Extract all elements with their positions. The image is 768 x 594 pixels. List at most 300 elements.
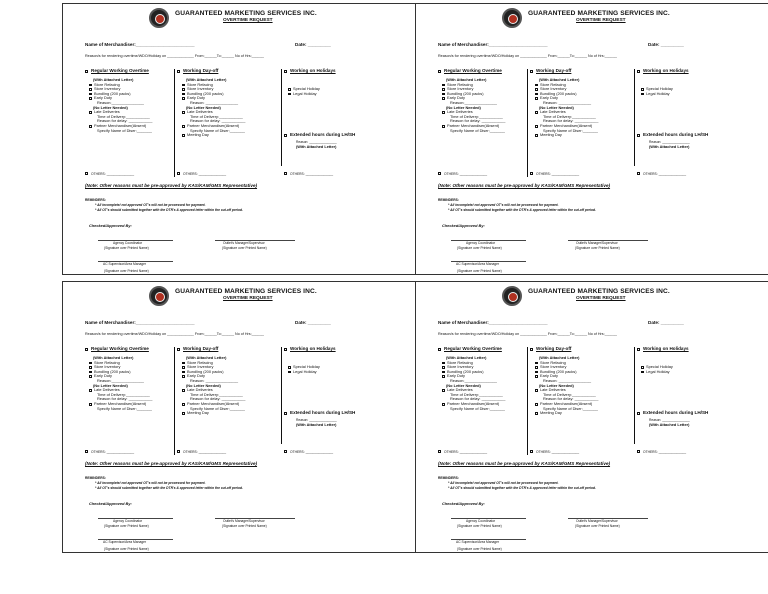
option-label: (No Letter Needed) xyxy=(539,104,574,110)
pre-approval-note: (Note: Other reasons must be pre-approved by KAS/KAM/GMS Representative) xyxy=(438,183,611,188)
column-divider xyxy=(174,69,175,177)
company-name: GUARANTEED MARKETING SERVICES INC. xyxy=(528,10,670,17)
option-label: Early Duty xyxy=(94,95,112,101)
option-label[interactable]: Reason: _______________ xyxy=(543,99,592,105)
option-checkbox[interactable] xyxy=(288,366,291,369)
others-checkbox-holiday[interactable] xyxy=(637,450,640,453)
option-label: Store Inventory xyxy=(540,364,567,370)
others-field-dayoff[interactable]: OTHERS: _______________ xyxy=(183,172,227,176)
dayoff-options xyxy=(535,356,631,416)
option-checkbox[interactable] xyxy=(182,362,185,365)
reason-line[interactable]: Reason/s for rendering overtime/WDO/Holiday on _____________ From:______To:______ No of Hrs:______ xyxy=(85,54,264,58)
pre-approval-note: (Note: Other reasons must be pre-approved by KAS/KAM/GMS Representative) xyxy=(85,183,258,188)
option-label[interactable]: Reason for delay: ___________ xyxy=(97,396,153,402)
option-label: Early Duty xyxy=(540,95,558,101)
others-checkbox-holiday[interactable] xyxy=(284,450,287,453)
others-field-regular[interactable]: OTHERS: _______________ xyxy=(91,172,135,176)
option-label: Store Inventory xyxy=(94,364,121,370)
option-label[interactable]: Specify Name of Diser:_______ xyxy=(450,405,505,411)
agency-coordinator-title: Agency Coordinator xyxy=(113,241,143,245)
option-label: Late Deliveries xyxy=(94,109,120,115)
option-label: (With Attached Letter) xyxy=(186,355,227,360)
option-label[interactable]: Specify Name of Diser:_______ xyxy=(190,405,245,411)
outlet-manager-title: Outlet's Manager/Supervisor xyxy=(576,241,618,245)
option-label: Store Refacing xyxy=(447,359,473,365)
form-title: OVERTIME REQUEST xyxy=(576,296,626,301)
reminder-line: * All incomplete/ not approved OT's will not be processed for payment. xyxy=(95,481,206,485)
form-title: OVERTIME REQUEST xyxy=(576,18,626,23)
option-checkbox[interactable] xyxy=(182,366,185,369)
regular-ot-checkbox[interactable] xyxy=(438,70,441,73)
option-checkbox[interactable] xyxy=(182,84,185,87)
option-label: Store Inventory xyxy=(447,364,474,370)
option-label[interactable]: Specify Name of Diser:_______ xyxy=(97,405,152,411)
others-checkbox-dayoff[interactable] xyxy=(530,172,533,175)
regular-ot-options xyxy=(89,356,173,411)
option-checkbox[interactable] xyxy=(535,134,538,137)
option-checkbox[interactable] xyxy=(442,371,445,374)
extended-hours-checkbox[interactable] xyxy=(284,134,287,137)
dayoff-options xyxy=(182,356,278,416)
others-field-regular[interactable]: OTHERS: _______________ xyxy=(444,172,488,176)
option-label[interactable]: Reason: _______________ xyxy=(190,99,239,105)
column-divider xyxy=(634,347,635,444)
extended-note: (With Attached Letter) xyxy=(296,422,337,427)
option-label: Bundling (200 packs) xyxy=(540,90,577,96)
option-label[interactable]: Specify Name of Diser:_______ xyxy=(543,405,598,411)
option-row xyxy=(442,407,526,412)
option-checkbox[interactable] xyxy=(535,88,538,91)
option-checkbox[interactable] xyxy=(182,403,185,406)
option-label[interactable]: Reason for delay: ___________ xyxy=(97,118,153,124)
option-row[interactable] xyxy=(535,133,631,138)
option-label: (No Letter Needed) xyxy=(539,382,574,388)
option-checkbox[interactable] xyxy=(535,403,538,406)
merchandiser-name-field[interactable]: Name of Merchandiser:_______________________ xyxy=(438,320,548,325)
option-checkbox[interactable] xyxy=(442,375,445,378)
holiday-options xyxy=(288,87,388,96)
printed-name-caption: (Signature over Printed Name) xyxy=(222,246,267,250)
date-field[interactable]: Date: _________ xyxy=(295,42,331,47)
extended-hours-checkbox[interactable] xyxy=(284,412,287,415)
option-checkbox[interactable] xyxy=(89,389,92,392)
printed-name-caption: (Signature over Printed Name) xyxy=(104,269,149,273)
option-label: Store Refacing xyxy=(94,359,120,365)
option-label: Store Inventory xyxy=(187,364,214,370)
option-checkbox[interactable] xyxy=(89,88,92,91)
regular-ot-label: Regular Working Overtime xyxy=(91,346,149,351)
reminders-title: REMINDERS: xyxy=(85,198,106,202)
option-checkbox[interactable] xyxy=(182,97,185,100)
printed-name-caption: (Signature over Printed Name) xyxy=(575,524,620,528)
option-label[interactable]: Reason for delay: ___________ xyxy=(190,396,246,402)
reminder-line: * All incomplete/ not approved OT's will not be processed for payment. xyxy=(448,481,559,485)
holiday-label: Working on Holidays xyxy=(643,68,689,73)
option-checkbox[interactable] xyxy=(535,84,538,87)
dayoff-checkbox[interactable] xyxy=(530,348,533,351)
reminders-title: REMINDERS: xyxy=(438,198,459,202)
option-checkbox[interactable] xyxy=(182,93,185,96)
others-checkbox-holiday[interactable] xyxy=(637,172,640,175)
option-checkbox[interactable] xyxy=(89,362,92,365)
option-row[interactable] xyxy=(288,92,388,97)
form-title: OVERTIME REQUEST xyxy=(223,18,273,23)
reason-line[interactable]: Reason/s for rendering overtime/WDO/Holiday on _____________ From:______To:______ No of Hrs:______ xyxy=(438,332,617,336)
option-checkbox[interactable] xyxy=(442,366,445,369)
option-row xyxy=(89,129,173,134)
column-divider xyxy=(174,347,175,455)
regular-ot-checkbox[interactable] xyxy=(438,348,441,351)
reminders-title: REMINDERS: xyxy=(85,476,106,480)
option-row[interactable] xyxy=(641,92,741,97)
option-label: Early Duty xyxy=(540,373,558,379)
others-checkbox-dayoff[interactable] xyxy=(177,172,180,175)
option-checkbox[interactable] xyxy=(182,134,185,137)
option-label: Early Duty xyxy=(187,373,205,379)
others-checkbox-dayoff[interactable] xyxy=(530,450,533,453)
column-divider xyxy=(281,347,282,444)
option-label: Late Deliveries xyxy=(447,109,473,115)
extended-reason-field[interactable]: Reason: _______________ xyxy=(649,140,690,144)
others-checkbox-regular[interactable] xyxy=(85,172,88,175)
holiday-options xyxy=(288,365,388,374)
option-label[interactable]: Specify Name of Diser:_______ xyxy=(543,127,598,133)
ac-supervisor-title: AC Supervisor/Area Manager xyxy=(456,540,500,544)
company-logo xyxy=(502,8,522,28)
extended-note: (With Attached Letter) xyxy=(649,422,690,427)
option-checkbox[interactable] xyxy=(89,93,92,96)
checked-approved-label: Checked/Approved By: xyxy=(89,501,132,506)
others-field-dayoff[interactable]: OTHERS: _______________ xyxy=(536,172,580,176)
option-label: Bundling (200 packs) xyxy=(447,368,484,374)
option-label: Late Deliveries xyxy=(187,387,213,393)
option-checkbox[interactable] xyxy=(182,88,185,91)
option-label: Store Inventory xyxy=(447,86,474,92)
date-field[interactable]: Date: _________ xyxy=(295,320,331,325)
extended-hours-label: Extended hours during LH/SH xyxy=(643,132,709,137)
printed-name-caption: (Signature over Printed Name) xyxy=(575,246,620,250)
option-label: Store Refacing xyxy=(187,81,213,87)
regular-ot-label: Regular Working Overtime xyxy=(91,68,149,73)
option-label[interactable]: Reason: _______________ xyxy=(543,377,592,383)
extended-hours-checkbox[interactable] xyxy=(637,134,640,137)
option-checkbox[interactable] xyxy=(535,362,538,365)
option-checkbox[interactable] xyxy=(182,375,185,378)
option-checkbox[interactable] xyxy=(89,366,92,369)
option-label: Legal Holiday xyxy=(293,368,317,374)
extended-hours-label: Extended hours during LH/SH xyxy=(290,132,356,137)
option-label[interactable]: Reason:_______________ xyxy=(450,377,497,383)
option-label[interactable]: Time of Delivery:___________ xyxy=(190,113,243,119)
option-label: (With Attached Letter) xyxy=(539,355,580,360)
reason-line[interactable]: Reason/s for rendering overtime/WDO/Holiday on _____________ From:______To:______ No of Hrs:______ xyxy=(85,332,264,336)
option-checkbox[interactable] xyxy=(442,84,445,87)
option-checkbox[interactable] xyxy=(535,93,538,96)
option-label: Store Refacing xyxy=(94,81,120,87)
dayoff-checkbox[interactable] xyxy=(177,348,180,351)
others-field-holiday[interactable]: OTHERS: _______________ xyxy=(643,450,687,454)
overtime-request-form-4 xyxy=(415,281,768,553)
option-label: Meeting Day xyxy=(540,410,562,416)
option-label[interactable]: Time of Delivery:___________ xyxy=(450,391,503,397)
option-label: Early Duty xyxy=(447,95,465,101)
option-label: Meeting Day xyxy=(187,132,209,138)
option-checkbox[interactable] xyxy=(641,366,644,369)
dayoff-options xyxy=(535,78,631,138)
option-checkbox[interactable] xyxy=(535,97,538,100)
others-field-regular[interactable]: OTHERS: _______________ xyxy=(444,450,488,454)
option-checkbox[interactable] xyxy=(89,375,92,378)
option-label: Bundling (200 packs) xyxy=(447,90,484,96)
option-label: Meeting Day xyxy=(187,410,209,416)
column-divider xyxy=(527,347,528,455)
others-checkbox-holiday[interactable] xyxy=(284,172,287,175)
extended-reason-field[interactable]: Reason: _______________ xyxy=(296,418,337,422)
overtime-request-form-2 xyxy=(415,3,768,275)
printed-name-caption: (Signature over Printed Name) xyxy=(104,524,149,528)
option-label[interactable]: Specify Name of Diser:_______ xyxy=(97,127,152,133)
pre-approval-note: (Note: Other reasons must be pre-approved by KAS/KAM/GMS Representative) xyxy=(438,461,611,466)
option-label: (With Attached Letter) xyxy=(446,355,487,360)
option-checkbox[interactable] xyxy=(442,111,445,114)
company-logo xyxy=(149,286,169,306)
holiday-checkbox[interactable] xyxy=(284,70,287,73)
option-label[interactable]: Time of Delivery:___________ xyxy=(97,113,150,119)
option-label: Meeting Day xyxy=(540,132,562,138)
overtime-request-form-3 xyxy=(62,281,416,553)
printed-name-caption: (Signature over Printed Name) xyxy=(104,547,149,551)
option-label: Early Duty xyxy=(94,373,112,379)
regular-ot-checkbox[interactable] xyxy=(85,70,88,73)
option-label: Partner Merchandiser(Absent) xyxy=(540,122,593,128)
extended-hours-label: Extended hours during LH/SH xyxy=(643,410,709,415)
option-label[interactable]: Time of Delivery:___________ xyxy=(543,113,596,119)
reminder-line: * All OT's should submitted together with the DTR's & approved letter within the cut-off period. xyxy=(448,486,596,490)
option-label: Late Deliveries xyxy=(187,109,213,115)
option-checkbox[interactable] xyxy=(535,389,538,392)
date-field[interactable]: Date: _________ xyxy=(648,42,684,47)
option-checkbox[interactable] xyxy=(535,375,538,378)
option-label: Legal Holiday xyxy=(293,90,317,96)
option-label[interactable]: Reason: _______________ xyxy=(190,377,239,383)
option-checkbox[interactable] xyxy=(288,371,291,374)
dayoff-options xyxy=(182,78,278,138)
dayoff-label: Working Day-off xyxy=(183,346,219,351)
option-checkbox[interactable] xyxy=(442,97,445,100)
reminder-line: * All OT's should submitted together with the DTR's & approved letter within the cut-off period. xyxy=(95,208,243,212)
others-checkbox-regular[interactable] xyxy=(438,450,441,453)
option-row[interactable] xyxy=(182,133,278,138)
option-label[interactable]: Reason:_______________ xyxy=(97,377,144,383)
reminder-line: * All incomplete/ not approved OT's will not be processed for payment. xyxy=(95,203,206,207)
option-label: (With Attached Letter) xyxy=(539,77,580,82)
option-checkbox[interactable] xyxy=(535,111,538,114)
option-label: Special Holiday xyxy=(293,86,320,91)
option-label: (With Attached Letter) xyxy=(93,355,134,360)
option-row[interactable] xyxy=(182,411,278,416)
others-field-dayoff[interactable]: OTHERS: _______________ xyxy=(536,450,580,454)
holiday-checkbox[interactable] xyxy=(637,70,640,73)
option-row xyxy=(89,407,173,412)
reminder-line: * All incomplete/ not approved OT's will not be processed for payment. xyxy=(448,203,559,207)
column-divider xyxy=(634,69,635,166)
option-label[interactable]: Specify Name of Diser:_______ xyxy=(190,127,245,133)
option-checkbox[interactable] xyxy=(288,88,291,91)
option-label: Special Holiday xyxy=(646,364,673,369)
option-label: Late Deliveries xyxy=(540,387,566,393)
extended-note: (With Attached Letter) xyxy=(296,144,337,149)
option-label: Store Inventory xyxy=(94,86,121,92)
holiday-options xyxy=(641,87,741,96)
option-label: Early Duty xyxy=(447,373,465,379)
merchandiser-name-field[interactable]: Name of Merchandiser:_______________________ xyxy=(438,42,548,47)
option-label[interactable]: Reason for delay: ___________ xyxy=(543,118,599,124)
option-checkbox[interactable] xyxy=(182,412,185,415)
merchandiser-name-field[interactable]: Name of Merchandiser:_______________________ xyxy=(85,320,195,325)
option-label: Partner Merchandiser(Absent) xyxy=(187,122,240,128)
date-field[interactable]: Date: _________ xyxy=(648,320,684,325)
dayoff-checkbox[interactable] xyxy=(177,70,180,73)
option-checkbox[interactable] xyxy=(89,125,92,128)
option-checkbox[interactable] xyxy=(442,389,445,392)
option-checkbox[interactable] xyxy=(182,111,185,114)
holiday-label: Working on Holidays xyxy=(290,346,336,351)
others-field-holiday[interactable]: OTHERS: _______________ xyxy=(290,172,334,176)
option-checkbox[interactable] xyxy=(89,111,92,114)
option-label[interactable]: Time of Delivery:___________ xyxy=(450,113,503,119)
regular-ot-label: Regular Working Overtime xyxy=(444,68,502,73)
option-label[interactable]: Reason for delay: ___________ xyxy=(450,396,506,402)
option-label: (No Letter Needed) xyxy=(186,382,221,388)
option-label[interactable]: Time of Delivery:___________ xyxy=(190,391,243,397)
others-field-dayoff[interactable]: OTHERS: _______________ xyxy=(183,450,227,454)
ac-supervisor-title: AC Supervisor/Area Manager xyxy=(456,262,500,266)
option-checkbox[interactable] xyxy=(641,88,644,91)
others-field-holiday[interactable]: OTHERS: _______________ xyxy=(643,172,687,176)
option-label[interactable]: Reason:_______________ xyxy=(450,99,497,105)
option-label: (No Letter Needed) xyxy=(446,104,481,110)
dayoff-label: Working Day-off xyxy=(536,68,572,73)
others-field-holiday[interactable]: OTHERS: _______________ xyxy=(290,450,334,454)
others-field-regular[interactable]: OTHERS: _______________ xyxy=(91,450,135,454)
option-checkbox[interactable] xyxy=(442,125,445,128)
regular-ot-checkbox[interactable] xyxy=(85,348,88,351)
outlet-manager-title: Outlet's Manager/Supervisor xyxy=(576,519,618,523)
option-label: Partner Merchandiser(Absent) xyxy=(187,400,240,406)
option-label: Late Deliveries xyxy=(447,387,473,393)
checked-approved-label: Checked/Approved By: xyxy=(442,501,485,506)
option-checkbox[interactable] xyxy=(182,389,185,392)
others-checkbox-regular[interactable] xyxy=(85,450,88,453)
option-label: Legal Holiday xyxy=(646,90,670,96)
option-checkbox[interactable] xyxy=(535,366,538,369)
option-checkbox[interactable] xyxy=(535,125,538,128)
company-name: GUARANTEED MARKETING SERVICES INC. xyxy=(175,288,317,295)
option-checkbox[interactable] xyxy=(442,88,445,91)
option-label: Late Deliveries xyxy=(540,109,566,115)
option-label: Legal Holiday xyxy=(646,368,670,374)
option-checkbox[interactable] xyxy=(288,93,291,96)
extended-reason-field[interactable]: Reason: _______________ xyxy=(649,418,690,422)
option-label[interactable]: Reason for delay: ___________ xyxy=(450,118,506,124)
option-checkbox[interactable] xyxy=(442,93,445,96)
outlet-manager-title: Outlet's Manager/Supervisor xyxy=(223,241,265,245)
others-checkbox-regular[interactable] xyxy=(438,172,441,175)
option-checkbox[interactable] xyxy=(535,371,538,374)
checked-approved-label: Checked/Approved By: xyxy=(442,223,485,228)
reminder-line: * All OT's should submitted together with the DTR's & approved letter within the cut-off period. xyxy=(448,208,596,212)
option-label: Late Deliveries xyxy=(94,387,120,393)
holiday-label: Working on Holidays xyxy=(290,68,336,73)
option-checkbox[interactable] xyxy=(89,371,92,374)
agency-coordinator-title: Agency Coordinator xyxy=(113,519,143,523)
agency-coordinator-title: Agency Coordinator xyxy=(466,241,496,245)
option-label[interactable]: Reason for delay: ___________ xyxy=(543,396,599,402)
dayoff-label: Working Day-off xyxy=(183,68,219,73)
option-label: Bundling (200 packs) xyxy=(187,368,224,374)
extended-hours-checkbox[interactable] xyxy=(637,412,640,415)
regular-ot-options xyxy=(442,356,526,411)
option-label[interactable]: Time of Delivery:___________ xyxy=(543,391,596,397)
option-checkbox[interactable] xyxy=(641,93,644,96)
option-checkbox[interactable] xyxy=(89,403,92,406)
option-label: Bundling (200 packs) xyxy=(94,368,131,374)
extended-note: (With Attached Letter) xyxy=(649,144,690,149)
reminders-title: REMINDERS: xyxy=(438,476,459,480)
option-row[interactable] xyxy=(288,370,388,375)
reason-line[interactable]: Reason/s for rendering overtime/WDO/Holiday on _____________ From:______To:______ No of Hrs:______ xyxy=(438,54,617,58)
others-checkbox-dayoff[interactable] xyxy=(177,450,180,453)
merchandiser-name-field[interactable]: Name of Merchandiser:_______________________ xyxy=(85,42,195,47)
option-checkbox[interactable] xyxy=(442,362,445,365)
option-label: Bundling (200 packs) xyxy=(540,368,577,374)
option-label: Special Holiday xyxy=(646,86,673,91)
option-label[interactable]: Reason for delay: ___________ xyxy=(190,118,246,124)
option-label: (No Letter Needed) xyxy=(446,382,481,388)
option-checkbox[interactable] xyxy=(89,97,92,100)
printed-name-caption: (Signature over Printed Name) xyxy=(222,524,267,528)
extended-hours-label: Extended hours during LH/SH xyxy=(290,410,356,415)
column-divider xyxy=(281,69,282,166)
option-checkbox[interactable] xyxy=(89,84,92,87)
option-label[interactable]: Time of Delivery:___________ xyxy=(97,391,150,397)
regular-ot-options xyxy=(442,78,526,133)
option-checkbox[interactable] xyxy=(442,403,445,406)
option-checkbox[interactable] xyxy=(641,371,644,374)
option-checkbox[interactable] xyxy=(535,412,538,415)
holiday-checkbox[interactable] xyxy=(637,348,640,351)
extended-reason-field[interactable]: Reason: _______________ xyxy=(296,140,337,144)
company-name: GUARANTEED MARKETING SERVICES INC. xyxy=(175,10,317,17)
agency-coordinator-title: Agency Coordinator xyxy=(466,519,496,523)
company-logo xyxy=(149,8,169,28)
option-row[interactable] xyxy=(641,370,741,375)
option-checkbox[interactable] xyxy=(182,371,185,374)
option-label[interactable]: Reason:_______________ xyxy=(97,99,144,105)
option-checkbox[interactable] xyxy=(182,125,185,128)
option-label: Partner Merchandiser(Absent) xyxy=(540,400,593,406)
option-row[interactable] xyxy=(535,411,631,416)
dayoff-checkbox[interactable] xyxy=(530,70,533,73)
option-label: Partner Merchandiser(Absent) xyxy=(94,122,147,128)
printed-name-caption: (Signature over Printed Name) xyxy=(457,547,502,551)
option-label[interactable]: Specify Name of Diser:_______ xyxy=(450,127,505,133)
holiday-label: Working on Holidays xyxy=(643,346,689,351)
printed-name-caption: (Signature over Printed Name) xyxy=(457,269,502,273)
holiday-checkbox[interactable] xyxy=(284,348,287,351)
option-label: Store Refacing xyxy=(447,81,473,87)
outlet-manager-title: Outlet's Manager/Supervisor xyxy=(223,519,265,523)
